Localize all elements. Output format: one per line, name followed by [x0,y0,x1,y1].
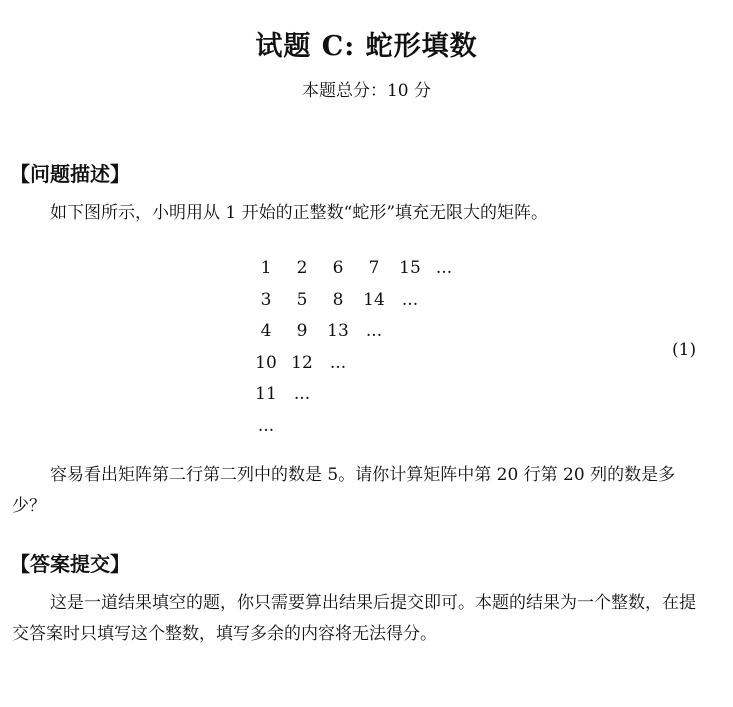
matrix-cell: 7 [368,258,380,278]
matrix-cell: 8 [332,289,344,310]
matrix-cell: ... [257,415,275,436]
matrix-cell: 6 [332,258,344,278]
matrix-cell: 4 [260,321,272,341]
matrix-cell: ... [401,289,419,310]
matrix-cell: 15 [399,258,421,278]
matrix-cell: 12 [291,352,313,373]
problem-question: 容易看出矩阵第二行第二列中的数是 5。请你计算矩阵中第 20 行第 20 列的数是多少？ [12,465,676,516]
answer-submission-heading: 【答案提交】 [10,552,130,576]
answer-instructions: 这是一道结果填空的题，你只需要算出结果后提交即可。本题的结果为一个整数，在提交答案时只填写这个整数，填写多余的内容将无法得分。 [12,593,696,644]
total-score: 本题总分：10 分 [301,81,432,101]
page-title: 试题 C: 蛇形填数 [255,31,478,62]
matrix-cell: 5 [296,289,308,310]
matrix-cell: 2 [296,258,308,278]
problem-intro: 如下图所示，小明用从 1 开始的正整数“蛇形”填充无限大的矩阵。 [50,203,549,223]
matrix-cell: 1 [260,258,272,278]
matrix-cell: 14 [363,289,385,310]
matrix-cell: 13 [327,321,349,341]
equation-number: (1) [672,340,697,360]
problem-description-heading: 【问题描述】 [10,162,130,186]
matrix-cell: 3 [260,289,272,310]
matrix-cell: 11 [255,384,277,404]
matrix-cell: ... [293,384,311,404]
matrix-cell: ... [435,258,453,278]
matrix-cell: ... [365,321,383,341]
matrix-cell: ... [329,352,347,373]
matrix-cell: 10 [255,352,277,373]
matrix-cell: 9 [296,321,308,341]
